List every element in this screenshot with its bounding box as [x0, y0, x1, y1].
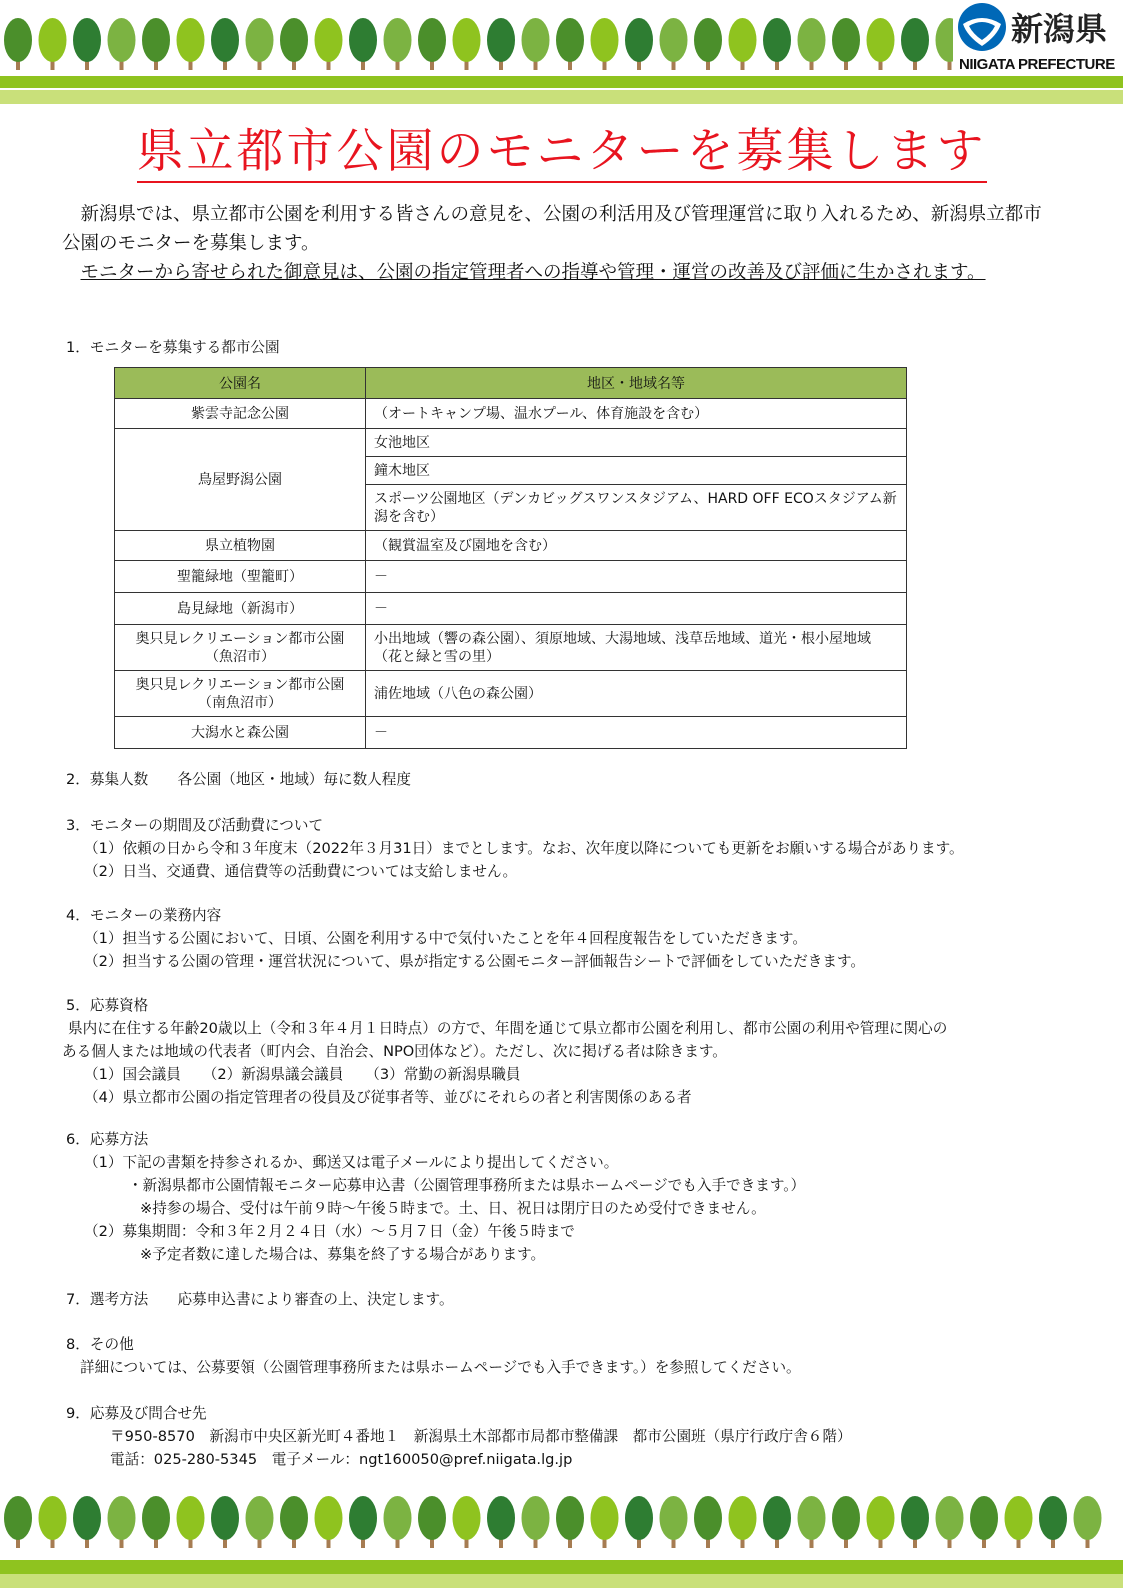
section-8-body: 詳細については、公募要領（公園管理事務所または県ホームページでも入手できます。）を参照してください。 [80, 1359, 801, 1376]
section-5-body: 県内に在住する年齢20歳以上（令和３年４月１日時点）の方で、年間を通じて県立都市公園を利用し、都市公園の利用や管理に関心の [68, 1020, 948, 1037]
park-area: 女池地区 [366, 429, 907, 457]
tree-icon [39, 1496, 67, 1548]
tree-icon [660, 18, 688, 70]
tree-icon [901, 1496, 929, 1548]
tree-icon [763, 18, 791, 70]
park-area: （オートキャンプ場、温水プール、体育施設を含む） [366, 399, 907, 429]
intro-paragraph-2: モニターから寄せられた御意見は、公園の指定管理者への指導や管理・運営の改善及び評価に生かされます。 [80, 262, 986, 283]
section-5-item: （1）国会議員 （2）新潟県議会議員 （3）常勤の新潟県職員 [84, 1066, 521, 1083]
bottom-light-band [0, 1574, 1123, 1588]
section-8-heading: 8．その他 [66, 1336, 134, 1353]
tree-icon [39, 18, 67, 70]
section-3-heading: 3．モニターの期間及び活動費について [66, 817, 324, 834]
tree-icon [280, 1496, 308, 1548]
bottom-green-band [0, 1560, 1123, 1574]
column-header-area: 地区・地域名等 [366, 368, 907, 399]
tree-icon [4, 1496, 32, 1548]
tree-icon [4, 18, 32, 70]
tree-icon [315, 18, 343, 70]
top-green-band [0, 76, 1123, 88]
tree-icon [729, 1496, 757, 1548]
intro-paragraph-1: 新潟県では、県立都市公園を利用する皆さんの意見を、公園の利活用及び管理運営に取り入れるため、新潟県立都市公園のモニターを募集します。 [62, 204, 1042, 254]
tree-icon [349, 18, 377, 70]
intro-text [62, 200, 1052, 287]
section-4-item: （1）担当する公園において、日頃、公園を利用する中で気付いたことを年４回程度報告をしていただきます。 [84, 930, 807, 947]
section-5 [62, 994, 1066, 1109]
tree-icon [867, 1496, 895, 1548]
tree-icon [522, 18, 550, 70]
column-header-park: 公園名 [115, 368, 366, 399]
tree-icon [867, 18, 895, 70]
tree-icon [280, 18, 308, 70]
tree-icon [901, 18, 929, 70]
section-6-line: ※予定者数に達した場合は、募集を終了する場合があります。 [140, 1246, 546, 1263]
table-header-row [115, 368, 907, 399]
page-title [0, 114, 1123, 181]
park-area: － [366, 561, 907, 593]
tree-icon [487, 18, 515, 70]
tree-icon [660, 1496, 688, 1548]
section-6-line: （1）下記の書類を持参されるか、郵送又は電子メールにより提出してください。 [84, 1154, 619, 1171]
tree-icon [246, 1496, 274, 1548]
tree-icon [211, 18, 239, 70]
section-4 [66, 904, 1066, 973]
tree-icon [694, 1496, 722, 1548]
table-row [115, 399, 907, 429]
section-4-item: （2）担当する公園の管理・運営状況について、県が指定する公園モニター評価報告シートで評価をしていただきます。 [84, 953, 866, 970]
tree-icon [591, 18, 619, 70]
park-area: － [366, 717, 907, 749]
tree-icon [349, 1496, 377, 1548]
tree-icon [73, 18, 101, 70]
section-5-body: ある個人または地域の代表者（町内会、自治会、NPO団体など）。ただし、次に掲げる者は除きます。 [62, 1043, 727, 1060]
bottom-tree-border [0, 1486, 1123, 1556]
tree-icon [418, 18, 446, 70]
tree-icon [177, 18, 205, 70]
park-area: 浦佐地域（八色の森公園） [366, 671, 907, 717]
tree-icon [832, 18, 860, 70]
tree-icon [1074, 1496, 1102, 1548]
tree-icon [418, 1496, 446, 1548]
tree-icon [694, 18, 722, 70]
tree-icon [108, 1496, 136, 1548]
section-4-heading: 4．モニターの業務内容 [66, 907, 222, 924]
tree-icon [315, 1496, 343, 1548]
tree-icon [108, 18, 136, 70]
tree-icon [936, 1496, 964, 1548]
tree-row-decoration [0, 1486, 1123, 1556]
section-6-heading: 6．応募方法 [66, 1131, 149, 1148]
tree-icon [246, 18, 274, 70]
section-6-line: ・新潟県都市公園情報モニター応募申込書（公園管理事務所または県ホームページでも入手できます。） [128, 1177, 806, 1194]
logo-english-text: NIIGATA PREFECTURE [959, 56, 1115, 73]
park-area: （観賞温室及び園地を含む） [366, 531, 907, 561]
tree-icon [763, 1496, 791, 1548]
tree-icon [556, 1496, 584, 1548]
tree-icon [970, 1496, 998, 1548]
tree-icon [211, 1496, 239, 1548]
tree-icon [591, 1496, 619, 1548]
tree-icon [1039, 1496, 1067, 1548]
section-5-heading: 5．応募資格 [66, 997, 149, 1014]
section-7-text: 7．選考方法 応募申込書により審査の上、決定します。 [66, 1291, 454, 1308]
section-6-line: ※持参の場合、受付は午前９時～午後５時まで。土、日、祝日は閉庁日のため受付できません。 [140, 1200, 766, 1217]
section-8 [66, 1333, 1066, 1379]
tree-icon [1005, 1496, 1033, 1548]
park-name: 奥只見レクリエーション都市公園（南魚沼市） [115, 671, 366, 717]
section-9 [66, 1402, 1066, 1471]
section-9-heading: 9．応募及び問合せ先 [66, 1405, 207, 1422]
table-row [115, 531, 907, 561]
section-2 [66, 768, 1066, 791]
tree-icon [522, 1496, 550, 1548]
park-area: 鐘木地区 [366, 457, 907, 485]
park-area: － [366, 593, 907, 625]
section-6 [66, 1128, 1066, 1266]
park-area: 小出地域（響の森公園）、須原地域、大湯地域、浅草岳地域、道光・根小屋地域（花と緑と雪の里） [366, 625, 907, 671]
contact-phone-email: 電話：025-280-5345 電子メール：ngt160050@pref.niigata.lg.jp [110, 1451, 573, 1468]
tree-icon [142, 1496, 170, 1548]
section-1-heading: 1．モニターを募集する都市公園 [66, 339, 280, 356]
park-name: 聖籠緑地（聖籠町） [115, 561, 366, 593]
section-7 [66, 1288, 1066, 1311]
tree-icon [556, 18, 584, 70]
section-1 [66, 336, 1066, 359]
tree-icon [453, 18, 481, 70]
niigata-logo [953, 0, 1123, 76]
table-row [115, 429, 907, 457]
logo-japanese-text: 新潟県 [1011, 10, 1108, 48]
parks-table [114, 367, 907, 749]
tree-icon [832, 1496, 860, 1548]
table-row [115, 717, 907, 749]
contact-address: 〒950-8570 新潟市中央区新光町４番地１ 新潟県土木部都市局都市整備課 都市公園班（県庁行政庁舎６階） [110, 1428, 852, 1445]
top-light-band [0, 90, 1123, 104]
park-name: 県立植物園 [115, 531, 366, 561]
tree-icon [177, 1496, 205, 1548]
table-row [115, 625, 907, 671]
section-2-text: 2．募集人数 各公園（地区・地域）毎に数人程度 [66, 771, 411, 788]
section-5-item: （4）県立都市公園の指定管理者の役員及び従事者等、並びにそれらの者と利害関係のある者 [84, 1089, 692, 1106]
park-name: 奥只見レクリエーション都市公園（魚沼市） [115, 625, 366, 671]
section-3-item: （1）依頼の日から令和３年度末（2022年３月31日）までとします。なお、次年度以降についても更新をお願いする場合があります。 [84, 840, 964, 857]
tree-icon [625, 1496, 653, 1548]
park-name: 島見緑地（新潟市） [115, 593, 366, 625]
park-name: 鳥屋野潟公園 [115, 429, 366, 531]
tree-icon [384, 18, 412, 70]
park-name: 紫雲寺記念公園 [115, 399, 366, 429]
section-3-item: （2）日当、交通費、通信費等の活動費については支給しません。 [84, 863, 518, 880]
tree-icon [729, 18, 757, 70]
prefecture-emblem-icon [957, 2, 1007, 52]
tree-icon [384, 1496, 412, 1548]
title-text: 県立都市公園のモニターを募集します [137, 124, 987, 183]
table-row [115, 593, 907, 625]
tree-icon [487, 1496, 515, 1548]
tree-icon [798, 18, 826, 70]
tree-icon [142, 18, 170, 70]
tree-icon [798, 1496, 826, 1548]
table-row [115, 671, 907, 717]
section-6-line: （2）募集期間：令和３年２月２４日（水）～５月７日（金）午後５時まで [84, 1223, 575, 1240]
park-name: 大潟水と森公園 [115, 717, 366, 749]
tree-icon [73, 1496, 101, 1548]
section-3 [66, 814, 1066, 883]
table-row [115, 561, 907, 593]
tree-icon [625, 18, 653, 70]
park-area: スポーツ公園地区（デンカビッグスワンスタジアム、HARD OFF ECOスタジアム新潟を含む） [366, 485, 907, 531]
tree-icon [453, 1496, 481, 1548]
